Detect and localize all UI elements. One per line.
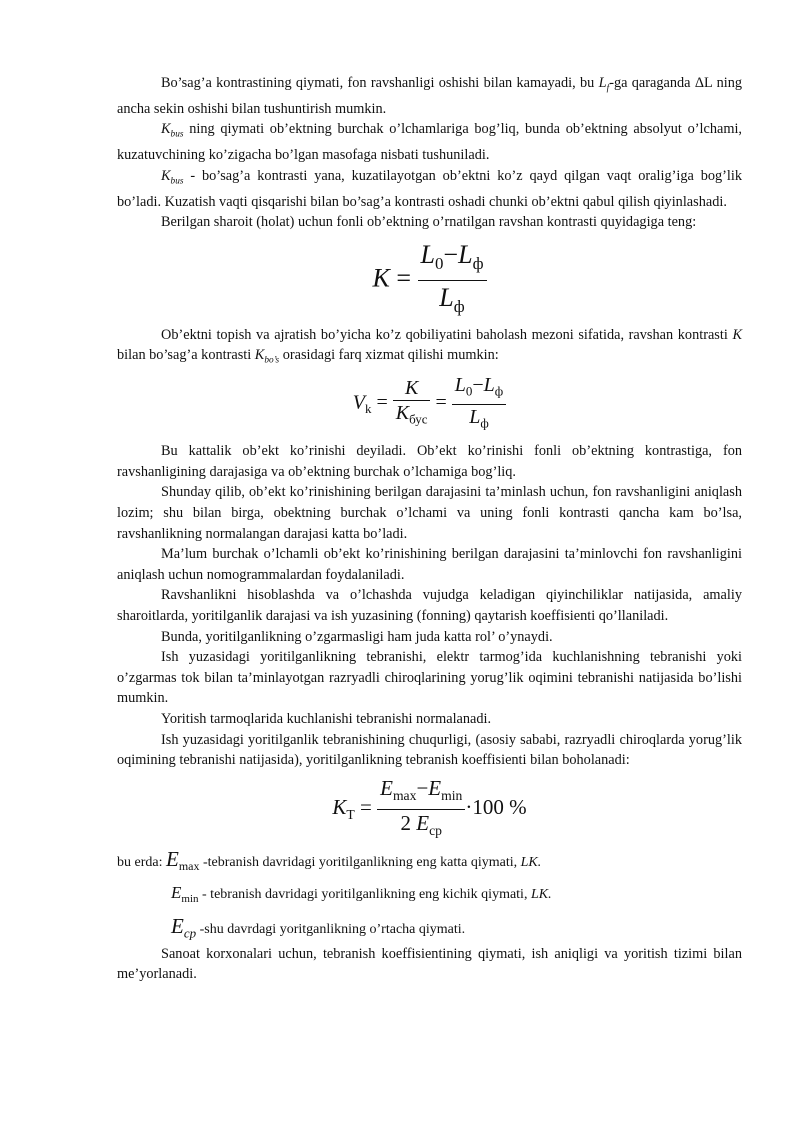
- paragraph-9: Ravshanlikni hisoblashda va o’lchashda vujudga keladigan qiyinchiliklar natijasida, amaliy sharoitlarda, yoritilganlik darajasi va ish yuzasining (fonning) qaytarish koeffisienti qo’llaniladi.: [117, 587, 742, 624]
- eq2-lhs-sub: k: [364, 401, 372, 417]
- equation-visibility: [117, 373, 742, 435]
- equation-pulsation-coefficient: [117, 775, 742, 844]
- symbol-lf: $L_f$: [598, 75, 610, 94]
- definition-emax: bu erda: $E_{max}$ -tebranish davridagi yoritilganlikning eng katta qiymati, LK.: [117, 847, 542, 874]
- eq3-equals: =: [360, 794, 372, 819]
- paragraph-11: Ish yuzasidagi yoritilganlikning tebranishi, elektr tarmog’ida kuchlanishning tebranishi yoki o’zgarmas tok bilan ta’minlayotgan razryadli chiroqlarining yorug’lik oqimini tebranishi natijasida bo’lishi mumkin.: [117, 649, 742, 707]
- eq2-fraction-2: [452, 373, 506, 435]
- paragraph-1: [117, 73, 742, 119]
- symbol-kbus: $K_{bus}$: [161, 121, 184, 140]
- symbol-kbus-2: $K_{bus}$: [161, 167, 184, 187]
- eq3-tail: ·100 %: [465, 794, 527, 819]
- paragraph-10: Bunda, yoritilganlikning o’zgarmasligi ham juda katta rol’ o’ynaydi.: [161, 628, 553, 645]
- paragraph-1-text-a: Bo’sag’a kontrastining qiymati, fon ravshanligi oshishi bilan kamayadi, bu: [161, 75, 595, 91]
- eq1-numerator: $L_0-L_ф$: [418, 238, 487, 281]
- definition-ecp: $E_{cp}$ -shu davrdagi yoritganlikning o’rtacha qiymati.: [171, 913, 466, 941]
- eq1-equals: =: [396, 263, 411, 293]
- eq3-lhs: K: [332, 794, 347, 819]
- eq2-f1-numerator: K: [393, 376, 431, 401]
- eq2-equals-2: =: [435, 391, 447, 414]
- paragraph-13: Ish yuzasidagi yoritilganlik tebranishining chuqurligi, (asosiy sababi, razryadli chiroqlarda yorug’lik oqimining tebranishi natijasida), yoritilganlikning tebranish koeffisienti bilan boholanadi:: [117, 731, 742, 769]
- paragraph-14: Sanoat korxonalari uchun, tebranish koeffisientining qiymati, ish aniqligi va yoritish tizimi bilan me’yorlanadi.: [117, 945, 742, 983]
- paragraph-12: Yoritish tarmoqlarida kuchlanishi tebranishi normalanadi.: [161, 710, 492, 727]
- definitions-list: [117, 849, 742, 943]
- paragraph-5: Ob’ektni topish va ajratish bo’yicha ko’z qobiliyatini baholash mezoni sifatida, ravshan kontrasti K bilan bo’sag’a kontrasti $K_{bo’s}$ orasidagi farq xizmat qilishi mumkin:: [117, 326, 742, 366]
- paragraph-1-text-b: -ga qaraganda ΔL ning ancha sekin oshishi bilan tushuntirish mumkin.: [117, 75, 743, 117]
- eq3-denominator: 2 $E_{ср}$: [400, 810, 442, 838]
- eq2-f2-numerator: $L_0-L_ф$: [452, 373, 506, 405]
- document-page: [117, 73, 742, 985]
- paragraph-3: [117, 166, 742, 212]
- eq1-lhs: K: [372, 263, 390, 293]
- definition-emin: $E_{min}$ - tebranish davridagi yoritilganlikning eng kichik qiymati, LK.: [171, 883, 552, 905]
- eq3-fraction: [377, 775, 465, 844]
- paragraph-3-text: - bo’sag’a kontrasti yana, kuzatilayotgan ob’ektni ko’z qayd qilgan vaqt oralig’iga bog’lik bo’ladi. Kuzatish vaqti qisqarishi bilan bo’sag’a kontrasti oshadi chunki ob’ektni qabul qilish qiyinlashadi.: [117, 167, 742, 210]
- eq3-lhs-sub: T: [346, 806, 355, 822]
- paragraph-7: Shunday qilib, ob’ekt ko’rinishining berilgan darajasini ta’minlash uchun, fon ravshanligini aniqlash lozim; shu bilan birga, obektning burchak o’lchami va uning fonli kontrasti qancha kam bo’lsa, ravshanlikning normalangan darajasi katta bo’ladi.: [117, 484, 742, 542]
- paragraph-2: [117, 119, 742, 165]
- paragraph-2-text: ning qiymati ob’ektning burchak o’lchamlariga bog’liq, bunda ob’ektning absolyut o’lchami, kuzatuvchining ko’zigacha bo’lgan masofaga nisbati tushuniladi.: [117, 121, 742, 164]
- paragraph-6: Bu kattalik ob’ekt ko’rinishi deyiladi. Ob’ekt ko’rinishi fonli ob’ektning kontrastiga, fon ravshanligining darajasiga va ob’ektning burchak o’lchamiga bog’liq.: [117, 443, 742, 480]
- eq2-lhs: V: [352, 391, 365, 414]
- eq3-numerator: $E_{max}-E_{min}$: [377, 775, 465, 810]
- symbol-kbos: $K_{bo’s}$: [254, 347, 280, 366]
- eq1-fraction: [418, 238, 487, 323]
- eq2-equals: =: [376, 391, 388, 414]
- eq2-fraction-1: [393, 376, 431, 432]
- paragraph-8: Ma’lum burchak o’lchamli ob’ekt ko’rinishining berilgan darajasini ta’minlovchi fon ravshanligini aniqlash uchun nomogrammalardan foydalaniladi.: [117, 546, 742, 583]
- equation-contrast: [117, 238, 742, 323]
- eq1-denominator: $L_ф$: [439, 282, 465, 316]
- eq2-f1-denominator: $K_{бус}$: [395, 402, 428, 427]
- paragraph-4: Berilgan sharoit (holat) uchun fonli ob’ektning o’rnatilgan ravshan kontrasti quyidagiga teng:: [161, 214, 697, 231]
- eq2-f2-denominator: $L_ф$: [469, 405, 489, 431]
